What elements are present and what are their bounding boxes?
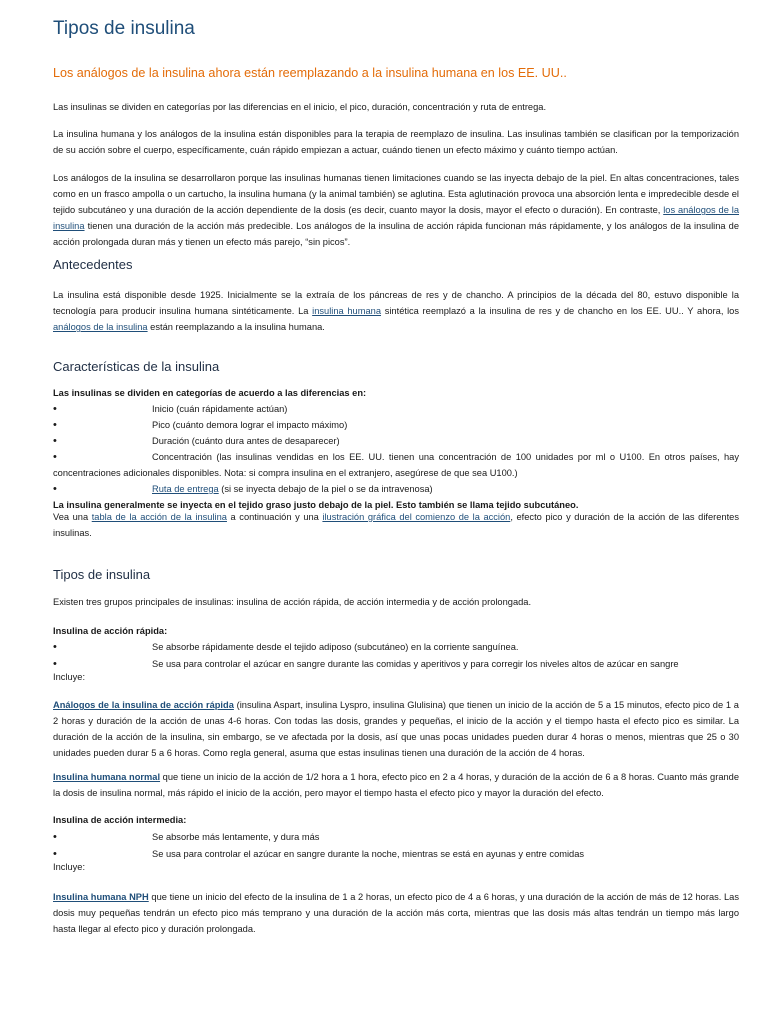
paragraph-insulina-normal: Insulina humana normal que tiene un inicio de la acción de 1/2 hora a 1 hora, efecto pico en 2 a 4 horas, y duración de la acción de 6 a 8 horas. Cuanto más grande la dosis de insulina normal, más rápido el inicio de la acción, pero mayor el tiempo hasta el efecto pico y mayor la duración del efecto. — [53, 772, 740, 798]
link-analogos-insulina-2[interactable]: análogos de la insulina — [53, 322, 148, 332]
list-item: • Concentración (las insulinas vendidas en los EE. UU. tienen una concentración de 100 unidades por ml o U100. En otros países, hay concentraciones adicionales disponibles. Nota: si compra insulina en el extranjero, asegúrese de que sea U100.) — [53, 451, 739, 478]
link-tabla-accion[interactable]: tabla de la acción de la insulina — [91, 512, 227, 522]
heading-tipos: Tipos de insulina — [53, 567, 151, 582]
bullet-icon: • — [53, 658, 57, 670]
heading-antecedentes: Antecedentes — [53, 257, 133, 272]
bullet-icon: • — [53, 831, 57, 843]
tipos-intro: Existen tres grupos principales de insulinas: insulina de acción rápida, de acción intermedia y de acción prolongada. — [53, 597, 532, 607]
link-insulina-nph[interactable]: Insulina humana NPH — [53, 892, 149, 902]
page-subtitle: Los análogos de la insulina ahora están reemplazando a la insulina humana en los EE. UU.. — [53, 66, 567, 80]
bullet-icon: • — [53, 419, 57, 431]
intermedia-heading: Insulina de acción intermedia: — [53, 815, 187, 825]
incluye-label: Incluye: — [53, 672, 86, 682]
bullet-icon: • — [53, 451, 57, 463]
link-insulina-normal[interactable]: Insulina humana normal — [53, 772, 161, 782]
paragraph-analogos-rapida: Análogos de la insulina de acción rápida (insulina Aspart, insulina Lyspro, insulina Glulisina) que tienen un inicio de la acción de 5 a 15 minutos, efecto pico de 1 a 2 horas y duración de la acción de unas 4-6 horas. Con todas las dosis, grandes y pequeñas, el inicio de la acción y el tiempo hasta el efecto pico es similar. La duración de la acción de la insulina, sin embargo, se ve afectada por la dosis, así que unas pocas unidades pueden durar 4 horas o menos, mientras que 25 o 30 unidades pueden durar 5 a 6 horas. Como regla general, asuma que estas insulinas tienen una duración de la acción de 4 horas. — [53, 700, 739, 758]
page-title: Tipos de insulina — [53, 18, 195, 39]
link-analogos-rapida[interactable]: Análogos de la insulina de acción rápida — [53, 700, 234, 710]
bullet-icon: • — [53, 403, 57, 415]
intro-paragraph: Las insulinas se dividen en categorías por las diferencias en el inicio, el pico, duración, concentración y ruta de entrega. — [53, 102, 547, 112]
link-insulina-humana[interactable]: insulina humana — [312, 306, 381, 316]
document-page: Tipos de insulina Los análogos de la insulina ahora están reemplazando a la insulina humana en los EE. UU.. Las insulinas se dividen en categorías por las diferencias en el inicio, el pico, duración, concentración y ruta de entrega. La insulina humana y los análogos de la insulina están disponibles para la terapia de reemplazo de insulina. Las insulinas también se clasifican por la temporización de su acción sobre el cuerpo, específicamente, cuán rápido empiezan a actuar, cuándo tienen un efecto máximo y cuánto tiempo actúan. Los análogos de la insulina se desarrollaron porque las insulinas humanas tienen limitaciones cuando se las inyecta debajo de la piel. En altas concentraciones, tales como en un frasco ampolla o un cartucho, la insulina humana (y la animal también) se aglutina. Esta aglutinación provoca una absorción lenta e impredecible desde el tejido subcutáneo y una duración de la acción dependiente de la dosis (es decir, cuanto mayor la dosis, mayor el efecto o duración). En contraste, los análogos de la insulina tienen una duración de la acción más predecible. Los análogos de la insulina de acción rápida funcionan más rápidamente, y los análogos de la insulina de acción prolongada duran más y tienen un efecto más parejo, “sin picos”. Antecedentes La insulina está disponible desde 1925. Inicialmente se la extraía de los páncreas de res y de chancho. A principios de la década del 80, estuvo disponible la tecnología para producir insulina humana sintéticamente. La insulina humana sintética reemplazó a la insulina de res y de chancho en los EE. UU.. Y ahora, los análogos de la insulina están reemplazando a la insulina humana. Características de la insulina Las insulinas se dividen en categorías de acuerdo a las diferencias en: • Inicio (cuán rápidamente actúan) • Pico (cuánto demora lograr el impacto máximo) • Duración (cuánto dura antes de desaparecer) • Concentración (las insulinas vendidas en los EE. UU. tienen una concentración de 100 unidades por ml o U100. En otros países, hay concentraciones adicionales disponibles. Nota: si compra insulina en el extranjero, asegúrese de que sea U100.) • Ruta de entrega (si se inyecta debajo de la piel o se da intravenosa) La insulina generalmente se inyecta en el tejido graso justo debajo de la piel. Esto también se llama tejido subcutáneo. Vea una tabla de la acción de la insulina a continuación y una ilustración gráfica del comienzo de la acción, efecto pico y duración de la acción de las diferentes insulinas. Tipos de insulina Existen tres grupos principales de insulinas: insulina de acción rápida, de acción intermedia y de acción prolongada. Insulina de acción rápida: • Se absorbe rápidamente desde el tejido adiposo (subcutáneo) en la corriente sanguínea. • Se usa para controlar el azúcar en sangre durante las comidas y aperitivos y para corregir los niveles altos de azúcar en sangre Incluye: Análogos de la insulina de acción rápida (insulina Aspart, insulina Lyspro, insulina Glulisina) que tienen un inicio de la acción de 5 a 15 minutos, efecto pico de 1 a 2 horas y duración de la acción de unas 4-6 horas. Con todas las dosis, grandes y pequeñas, el inicio de la acción y el tiempo hasta el efecto pico es similar. La duración de la acción de la insulina, sin embargo, se ve afectada por la dosis, así que unas pocas unidades pueden durar 4 horas o menos, mientras que 25 o 30 unidades pueden durar 5 a 6 horas. Como regla general, asuma que estas insulinas tienen una duración de la acción de 4 horas. Insulina humana normal que tiene un inicio de la acción de 1/2 hora a 1 hora, efecto pico en 2 a 4 horas, y duración de la acción de 6 a 8 horas. Cuanto más grande la dosis de insulina normal, más rápido el inicio de la acción, pero mayor el tiempo hasta el efecto pico y mayor la duración del efecto. Insulina de acción intermedia: • Se absorbe más lentamente, y dura más • Se usa para controlar el azúcar en sangre durante la noche, mientras se está en ayunas y entre comidas Incluye: Insulina humana NPH que tiene un inicio del efecto de la insulina de 1 a 2 horas, un efecto pico de 4 a 6 horas, y una duración de la acción de más de 12 horas. Las dosis muy pequeñas tendrán un efecto pico más temprano y una duración de la acción más corta, mientras que las dosis más altas tendrán un tiempo más largo hasta llegar al efecto pico y duración prolongada. — [0, 0, 768, 1024]
link-ruta-entrega[interactable]: Ruta de entrega — [152, 484, 219, 494]
bullet-icon: • — [53, 848, 57, 860]
bullet-icon: • — [53, 435, 57, 447]
caracteristicas-bold-note: La insulina generalmente se inyecta en el tejido graso justo debajo de la piel. Esto también se llama tejido subcutáneo. — [53, 500, 579, 510]
paragraph-antecedentes: La insulina está disponible desde 1925. Inicialmente se la extraía de los páncreas de res y de chancho. A principios de la década del 80, estuvo disponible la tecnología para producir insulina humana sintéticamente. La insulina humana sintética reemplazó a la insulina de res y de chancho en los EE. UU.. Y ahora, los análogos de la insulina están reemplazando a la insulina humana. — [53, 290, 740, 332]
link-analogos-insulina[interactable]: los análogos de la insulina — [53, 205, 740, 231]
bullet-icon: • — [53, 483, 57, 495]
rapida-heading: Insulina de acción rápida: — [53, 626, 168, 636]
paragraph-vea: Vea una tabla de la acción de la insulina a continuación y una ilustración gráfica del comienzo de la acción, efecto pico y duración de la acción de las diferentes insulinas. — [53, 512, 739, 538]
paragraph-human-insulin: La insulina humana y los análogos de la insulina están disponibles para la terapia de reemplazo de insulina. Las insulinas también se clasifican por la temporización de su acción sobre el cuerpo, específicamente, cuán rápido empiezan a actuar, cuándo tienen un efecto máximo y cuánto tiempo actúan. — [53, 129, 739, 155]
paragraph-nph: Insulina humana NPH que tiene un inicio del efecto de la insulina de 1 a 2 horas, un efecto pico de 4 a 6 horas, y una duración de la acción de más de 12 horas. Las dosis muy pequeñas tendrán un efecto pico más temprano y una duración de la acción más corta, mientras que las dosis más altas tendrán un tiempo más largo hasta llegar al efecto pico y duración prolongada. — [53, 892, 739, 934]
caracteristicas-lead: Las insulinas se dividen en categorías de acuerdo a las diferencias en: — [53, 388, 367, 398]
heading-caracteristicas: Características de la insulina — [53, 359, 220, 374]
incluye-label-2: Incluye: — [53, 862, 86, 872]
link-ilustracion-grafica[interactable]: ilustración gráfica del comienzo de la acción — [322, 512, 511, 522]
paragraph-analogs: Los análogos de la insulina se desarrollaron porque las insulinas humanas tienen limitaciones cuando se las inyecta debajo de la piel. En altas concentraciones, tales como en un frasco ampolla o un cartucho, la insulina humana (y la animal también) se aglutina. Esta aglutinación provoca una absorción lenta e impredecible desde el tejido subcutáneo y una duración de la acción dependiente de la dosis (es decir, cuanto mayor la dosis, mayor el efecto o duración). En contraste, los análogos de la insulina tienen una duración de la acción más predecible. Los análogos de la insulina de acción rápida funcionan más rápidamente, y los análogos de la insulina de acción prolongada duran más y tienen un efecto más parejo, “sin picos”. — [53, 173, 740, 247]
bullet-icon: • — [53, 641, 57, 653]
